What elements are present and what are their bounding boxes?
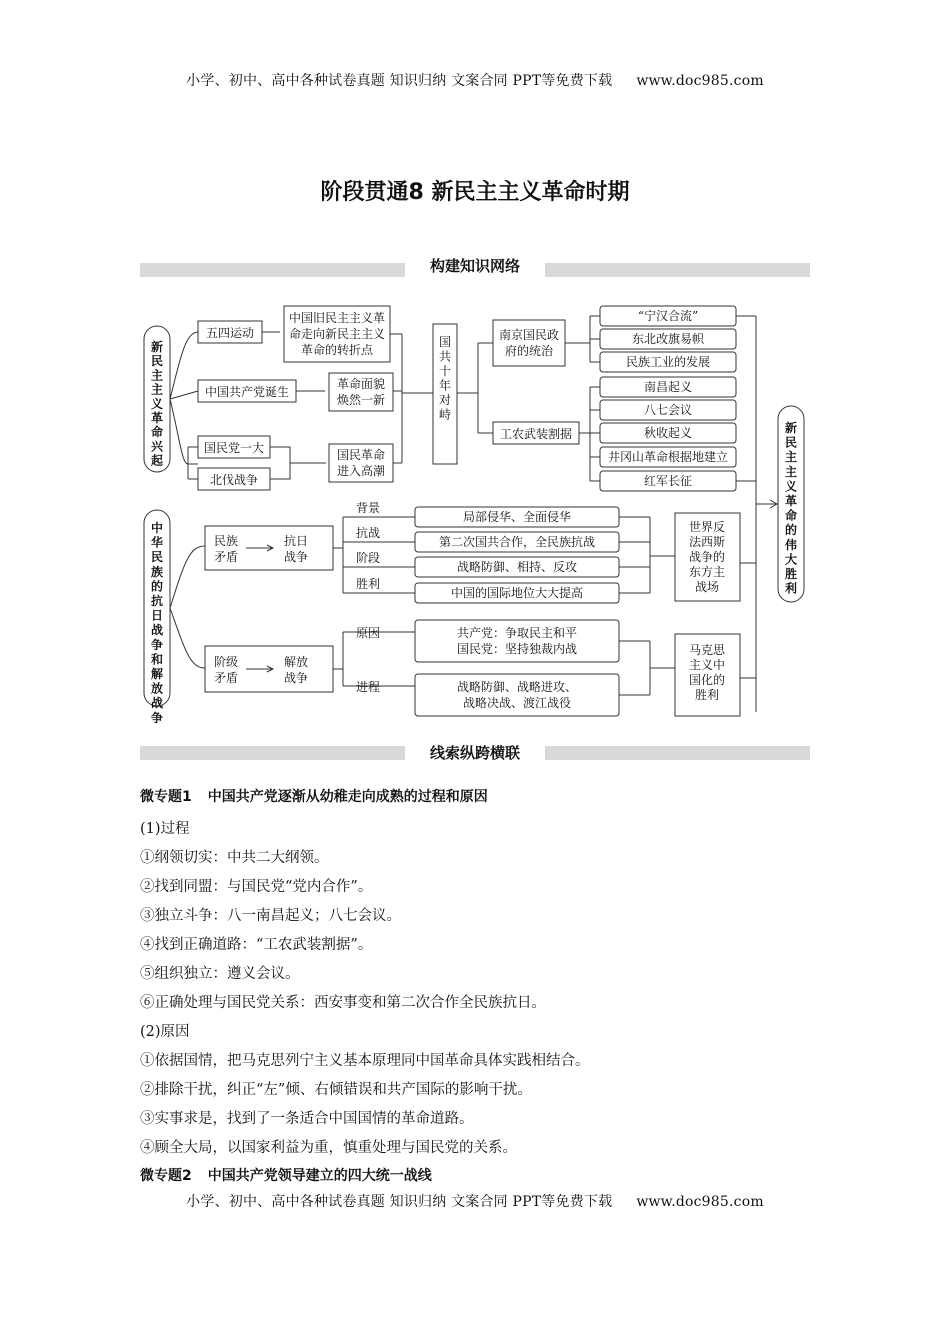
topic1-p1-item: ①纲领切实：中共二大纲领。 bbox=[140, 850, 329, 866]
connector bbox=[170, 399, 198, 464]
w3-label: 中国的国际地位大大提高 bbox=[450, 586, 584, 600]
topic1-p2-item: ③实事求是，找到了一条适合中国国情的革命道路。 bbox=[140, 1111, 474, 1127]
mid-label: 峙 bbox=[438, 407, 452, 422]
w3-label: 第二次国共合作，全民族抗战 bbox=[438, 535, 596, 549]
l1-label: 解放 bbox=[283, 655, 309, 669]
w4-label: 世界反 bbox=[688, 520, 726, 534]
topic1-p2-item: ①依据国情，把马克思列宁主义基本原理同中国革命具体实践相结合。 bbox=[140, 1053, 590, 1069]
c1-label: 国民党一大 bbox=[203, 441, 265, 455]
connector bbox=[170, 608, 205, 668]
topic1-p1-item: ③独立斗争：八一南昌起义；八七会议。 bbox=[140, 908, 401, 924]
topic1-p2-item: ②排除干扰，纠正“左”倾、右倾错误和共产国际的影响干扰。 bbox=[140, 1082, 532, 1098]
connector bbox=[736, 316, 776, 712]
w3-label: 局部侵华、全面侵华 bbox=[462, 510, 572, 524]
left-bottom-label: 族 bbox=[150, 564, 164, 579]
left-top-label: 命 bbox=[150, 425, 164, 440]
l2-label: 进程 bbox=[355, 680, 381, 694]
w4-label: 战争的 bbox=[688, 550, 726, 564]
box-c3-0 bbox=[493, 320, 565, 366]
left-bottom-label: 民 bbox=[150, 550, 164, 565]
header-site: www.doc985.com bbox=[636, 73, 764, 89]
c4-label: 井冈山革命根据地建立 bbox=[607, 450, 729, 464]
topic1-label: 微专题1 bbox=[140, 789, 192, 805]
right-label: 主 bbox=[784, 464, 798, 479]
c1-label: 五四运动 bbox=[205, 326, 255, 340]
l1-label: 战争 bbox=[283, 671, 309, 685]
mid-label: 年 bbox=[438, 378, 452, 393]
c1-label: 北伐战争 bbox=[209, 473, 259, 487]
left-bottom-label: 战 bbox=[150, 623, 164, 638]
connector bbox=[457, 343, 493, 433]
right-label: 民 bbox=[784, 435, 798, 450]
left-bottom-label: 争 bbox=[150, 710, 164, 725]
connector bbox=[333, 632, 415, 686]
right-label: 义 bbox=[784, 479, 798, 494]
l3-label: 战略决战、渡江战役 bbox=[462, 696, 572, 710]
left-bottom-label: 解 bbox=[150, 667, 164, 681]
c4-label: 东北改旗易帜 bbox=[631, 332, 705, 346]
c2-label: 焕然一新 bbox=[336, 393, 386, 407]
section-title-2: 线索纵跨横联 bbox=[405, 742, 545, 764]
l4-label: 马克思 bbox=[688, 643, 726, 657]
topic1-p1-head: (1)过程 bbox=[140, 821, 190, 837]
c3-label: 府的统治 bbox=[504, 344, 554, 358]
header-text: 小学、初中、高中各种试卷真题 知识归纳 文案合同 PPT等免费下载 bbox=[186, 73, 613, 89]
c4-label: “宁汉合流” bbox=[637, 309, 699, 323]
left-top-label: 民 bbox=[150, 354, 164, 369]
topic1-title: 中国共产党逐渐从幼稚走向成熟的过程和原因 bbox=[207, 789, 488, 805]
connector bbox=[390, 334, 433, 463]
w2-label: 背景 bbox=[355, 501, 381, 515]
mid-label: 国 bbox=[438, 335, 452, 349]
connector bbox=[579, 387, 600, 481]
l4-label: 胜利 bbox=[694, 688, 720, 702]
l3-label: 共产党：争取民主和平 bbox=[456, 626, 578, 640]
topic1-heading bbox=[140, 786, 488, 806]
c2-label: 革命的转折点 bbox=[300, 343, 374, 357]
page-footer bbox=[0, 1191, 950, 1211]
left-top-label: 主 bbox=[150, 382, 164, 397]
l2-label: 原因 bbox=[355, 626, 381, 640]
page-title: 阶段贯通8 新民主主义革命时期 bbox=[320, 180, 630, 205]
right-label: 伟 bbox=[784, 537, 798, 552]
connector bbox=[188, 447, 198, 479]
right-label: 的 bbox=[784, 523, 798, 538]
connector bbox=[170, 546, 205, 608]
c4-label: 秋收起义 bbox=[643, 426, 693, 440]
w4-label: 法西斯 bbox=[688, 535, 726, 549]
w2-label: 抗战 bbox=[355, 526, 381, 540]
left-bottom-label: 放 bbox=[150, 681, 164, 696]
right-label: 新 bbox=[784, 421, 798, 435]
l3-label: 国民党：坚持独裁内战 bbox=[456, 642, 578, 656]
topic2-heading bbox=[140, 1165, 432, 1185]
c2-label: 革命面貌 bbox=[336, 377, 386, 391]
topic2-title: 中国共产党领导建立的四大统一战线 bbox=[207, 1168, 432, 1184]
mid-label: 共 bbox=[438, 349, 452, 364]
l1-label: 矛盾 bbox=[213, 671, 239, 685]
footer-site: www.doc985.com bbox=[636, 1194, 764, 1210]
c3-label: 南京国民政 bbox=[498, 328, 560, 342]
left-bottom-label: 和 bbox=[150, 652, 164, 667]
left-top-label: 义 bbox=[150, 396, 164, 411]
right-label: 胜 bbox=[784, 567, 798, 581]
c3-label: 工农武装割据 bbox=[499, 427, 573, 441]
l4-label: 国化的 bbox=[688, 673, 726, 687]
c4-label: 南昌起义 bbox=[643, 380, 693, 394]
w2-label: 胜利 bbox=[355, 577, 381, 591]
right-label: 大 bbox=[784, 552, 798, 567]
topic1-p1-item: ④找到正确道路：“工农武装割据”。 bbox=[140, 937, 373, 953]
c4-label: 八七会议 bbox=[643, 403, 693, 417]
left-top-label: 主 bbox=[150, 368, 164, 383]
w2-label: 阶段 bbox=[355, 551, 381, 565]
mid-label: 对 bbox=[438, 393, 452, 407]
right-label: 利 bbox=[784, 581, 798, 596]
w1-label: 抗日 bbox=[283, 534, 309, 548]
connector bbox=[565, 316, 600, 362]
left-bottom-label: 争 bbox=[150, 637, 164, 652]
l1-label: 阶级 bbox=[213, 655, 239, 669]
connector bbox=[170, 332, 198, 399]
left-bottom-label: 抗 bbox=[150, 594, 164, 608]
left-bottom-label: 日 bbox=[150, 608, 164, 623]
mid-label: 十 bbox=[438, 364, 452, 378]
w4-label: 东方主 bbox=[688, 565, 726, 579]
right-label: 命 bbox=[784, 508, 798, 523]
topic1-p2-head: (2)原因 bbox=[140, 1024, 190, 1040]
left-top-label: 兴 bbox=[150, 439, 164, 454]
left-top-label: 起 bbox=[150, 453, 164, 468]
connector bbox=[170, 391, 198, 399]
topic1-p2-item: ④顾全大局，以国家利益为重，慎重处理与国民党的关系。 bbox=[140, 1140, 517, 1156]
left-top-label: 革 bbox=[150, 411, 164, 425]
l4-label: 主义中 bbox=[688, 658, 726, 672]
right-label: 革 bbox=[784, 494, 798, 508]
topic2-label: 微专题2 bbox=[140, 1168, 192, 1184]
c2-label: 进入高潮 bbox=[336, 464, 386, 478]
topic1-p1-item: ②找到同盟：与国民党“党内合作”。 bbox=[140, 879, 373, 895]
topic1-p1-item: ⑤组织独立：遵义会议。 bbox=[140, 966, 300, 982]
connector bbox=[619, 517, 675, 593]
left-top-label: 新 bbox=[150, 340, 164, 354]
c4-label: 民族工业的发展 bbox=[625, 355, 711, 369]
w3-label: 战略防御、相持、反攻 bbox=[456, 560, 578, 574]
c2-label: 国民革命 bbox=[336, 448, 386, 462]
left-bottom-label: 中 bbox=[150, 521, 164, 535]
w1-label: 民族 bbox=[213, 534, 239, 548]
c4-label: 红军长征 bbox=[643, 474, 693, 488]
left-bottom-label: 的 bbox=[150, 579, 164, 594]
c1-label: 中国共产党诞生 bbox=[204, 385, 290, 399]
section-title-1: 构建知识网络 bbox=[405, 255, 545, 277]
right-label: 主 bbox=[784, 450, 798, 465]
topic1-p1-item: ⑥正确处理与国民党关系：西安事变和第二次合作全民族抗日。 bbox=[140, 995, 546, 1011]
w4-label: 战场 bbox=[694, 580, 720, 594]
w1-label: 矛盾 bbox=[213, 550, 239, 564]
w1-label: 战争 bbox=[283, 550, 309, 564]
c2-label: 命走向新民主主义 bbox=[288, 327, 386, 341]
connector bbox=[619, 641, 675, 695]
footer-text: 小学、初中、高中各种试卷真题 知识归纳 文案合同 PPT等免费下载 bbox=[186, 1194, 613, 1210]
arrow bbox=[270, 447, 326, 479]
c2-label: 中国旧民主主义革 bbox=[288, 311, 386, 325]
left-bottom-label: 战 bbox=[150, 696, 164, 711]
l3-label: 战略防御、战略进攻、 bbox=[456, 680, 578, 694]
left-bottom-label: 华 bbox=[150, 535, 164, 550]
